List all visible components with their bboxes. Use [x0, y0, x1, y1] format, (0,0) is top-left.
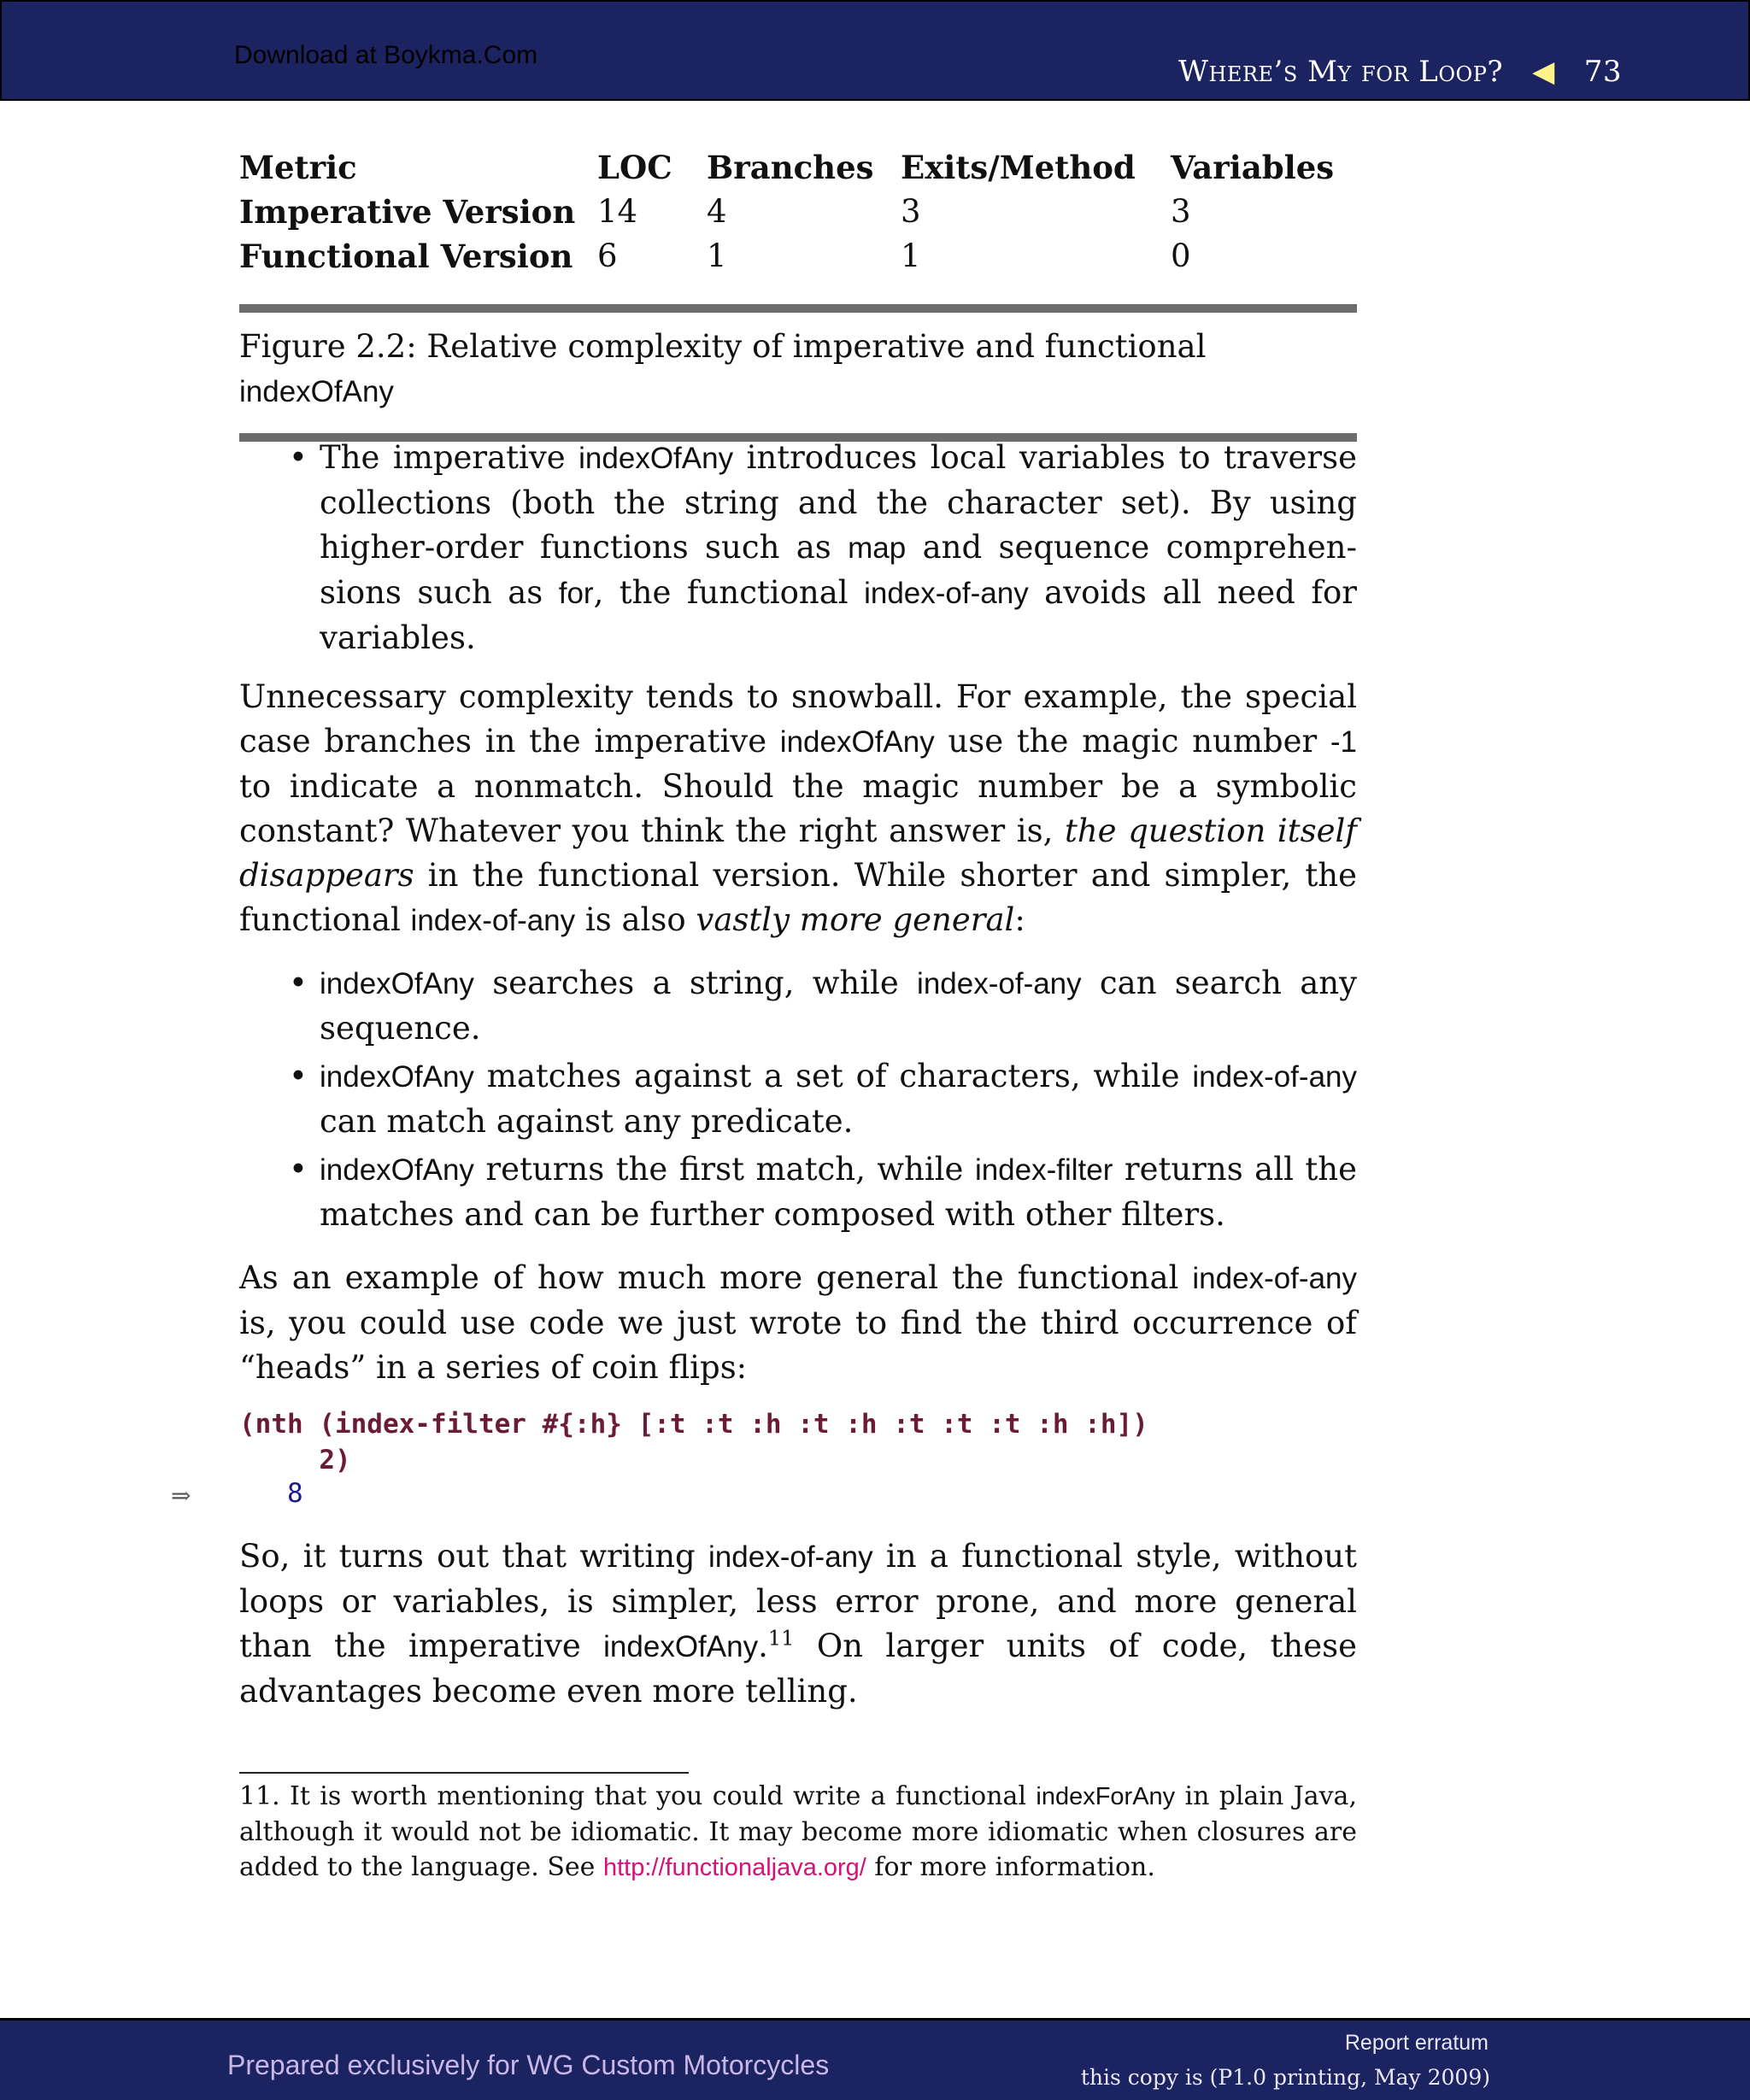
- footnote: [239, 1779, 1357, 1886]
- emphasis: vastly more general: [696, 901, 1015, 938]
- text: On larger units of code, these advantages become even more telling.: [239, 1628, 1357, 1710]
- footnote-marker[interactable]: 11: [767, 1626, 795, 1651]
- figure-caption-block: [239, 304, 1357, 442]
- bullet-list-1: [239, 436, 1357, 660]
- text: returns all the matches and can be further composed with other filters.: [320, 1151, 1358, 1233]
- code-term: index-of-any: [410, 904, 576, 937]
- table-cell: 1: [901, 238, 921, 274]
- running-header: [1178, 55, 1622, 89]
- paragraph-3: [239, 1534, 1357, 1714]
- code-term: indexOfAny: [320, 1060, 474, 1094]
- code-term: index-of-any: [1192, 1262, 1357, 1295]
- list-item: [239, 961, 1357, 1051]
- back-arrow-icon[interactable]: ◀: [1532, 55, 1555, 89]
- text: matches against a set of characters, while: [473, 1058, 1193, 1094]
- text: Unnecessary complexity tends to snowball. For example, the special case branches in the imperative: [239, 678, 1357, 760]
- code-term: indexOfAny: [578, 442, 734, 475]
- page-header: [0, 0, 1750, 101]
- emphasis: the question itself disappears: [239, 812, 1357, 894]
- code-result: 8: [287, 1478, 303, 1509]
- metrics-table: [239, 145, 1334, 279]
- col-header: LOC: [597, 149, 672, 186]
- text: can match against any predicate.: [320, 1103, 854, 1140]
- table-row: [239, 190, 1334, 234]
- text: avoids all need for variables.: [320, 574, 1357, 656]
- table-cell: 3: [901, 193, 921, 230]
- list-item: [239, 436, 1357, 660]
- table-cell: Imperative Version: [239, 193, 576, 231]
- text: use the magic number: [934, 723, 1330, 760]
- list-item: [239, 1054, 1357, 1144]
- table-cell: 1: [707, 238, 727, 274]
- table-cell: 4: [707, 193, 727, 230]
- text: The imperative: [320, 439, 579, 476]
- caption-rule-top: [239, 304, 1357, 313]
- code-term: indexOfAny: [603, 1630, 759, 1663]
- result-arrow-icon: ⇒: [171, 1481, 191, 1510]
- table-row: [239, 234, 1334, 279]
- text: can search any sequence.: [320, 965, 1357, 1047]
- footnote-rule: [239, 1772, 689, 1774]
- text: So, it turns out that writing: [239, 1538, 709, 1575]
- table-cell: 6: [597, 238, 618, 274]
- code-line-2: 2): [239, 1445, 351, 1475]
- code-term: index-of-any: [917, 967, 1082, 1000]
- code-term: indexOfAny: [320, 1153, 474, 1187]
- text: is, you could use code we just wrote to find the third occurrence of “heads” in a series of coin flips:: [239, 1305, 1357, 1386]
- code-term: index-of-any: [708, 1540, 873, 1574]
- caption-code: indexOfAny: [239, 375, 394, 408]
- text: , the functional: [593, 574, 865, 611]
- table-cell: 0: [1171, 238, 1191, 274]
- code-term: -1: [1330, 725, 1357, 759]
- report-erratum-link[interactable]: Report erratum: [1344, 2031, 1489, 2055]
- paragraph-2: [239, 1256, 1357, 1390]
- page-number: 73: [1583, 55, 1622, 89]
- functionaljava-link[interactable]: http://functionaljava.org/: [602, 1854, 866, 1881]
- col-header: Branches: [707, 149, 874, 186]
- text: in a functional style, without loops or variables, is simpler, less error prone, and more general than the imperative: [239, 1538, 1357, 1664]
- code-term: index-filter: [974, 1153, 1113, 1187]
- text: :: [1014, 901, 1025, 938]
- text: introduces local variables to traverse collections (both the string and the character set). By using higher-order functions such as: [320, 439, 1357, 566]
- prepared-for-text: Prepared exclusively for WG Custom Motorcycles: [227, 2050, 830, 2080]
- text: 11. It is worth mentioning that you could write a functional: [239, 1781, 1036, 1811]
- text: .: [758, 1628, 768, 1664]
- col-header: Metric: [239, 149, 357, 186]
- col-header: Exits/Method: [901, 149, 1136, 186]
- caption-text: Figure 2.2: Relative complexity of imperative and functional: [239, 328, 1207, 365]
- text: As an example of how much more general the functional: [239, 1259, 1193, 1296]
- text: in the functional version. While shorter and simpler, the functional: [239, 857, 1357, 938]
- list-item: [239, 1147, 1357, 1237]
- code-term: for: [558, 577, 594, 610]
- text: and sequence comprehensions such as: [320, 529, 1357, 611]
- paragraph-1: [239, 675, 1357, 943]
- text: to indicate a nonmatch. Should the magic number be a symbolic constant? Whatever you think the right answer is,: [239, 768, 1357, 849]
- text: in plain Java, although it would not be idiomatic. It may become more idiomatic when closures are added to the language. See: [239, 1781, 1357, 1882]
- code-term: index-of-any: [1192, 1060, 1357, 1094]
- table-cell: 3: [1171, 193, 1191, 230]
- bullet-list-2: [239, 961, 1357, 1237]
- code-term: index-of-any: [864, 577, 1029, 610]
- col-header: Variables: [1171, 149, 1335, 186]
- text: is also: [575, 901, 696, 938]
- text: returns the first match, while: [473, 1151, 975, 1188]
- text: for more information.: [866, 1852, 1155, 1882]
- figure-caption: [239, 325, 1357, 414]
- table-cell: Functional Version: [239, 238, 573, 275]
- code-term: indexForAny: [1036, 1783, 1176, 1810]
- code-line-1: (nth (index-filter #{:h} [:t :t :h :t :h :t :t :t :h :h]): [239, 1409, 1148, 1440]
- metrics-table-block: [239, 145, 1357, 279]
- table-cell: 14: [597, 193, 638, 230]
- code-term: indexOfAny: [779, 725, 935, 759]
- copy-info: this copy is (P1.0 printing, May 2009): [1080, 2065, 1490, 2090]
- text: searches a string, while: [473, 965, 918, 1001]
- download-watermark: Download at Boykma.Com: [234, 41, 538, 69]
- code-term: indexOfAny: [320, 967, 474, 1000]
- table-header-row: [239, 145, 1334, 190]
- code-term: map: [848, 531, 907, 565]
- running-title: Where’s My for Loop?: [1178, 55, 1504, 89]
- code-block: [239, 1406, 1357, 1478]
- page-footer: [0, 2018, 1750, 2100]
